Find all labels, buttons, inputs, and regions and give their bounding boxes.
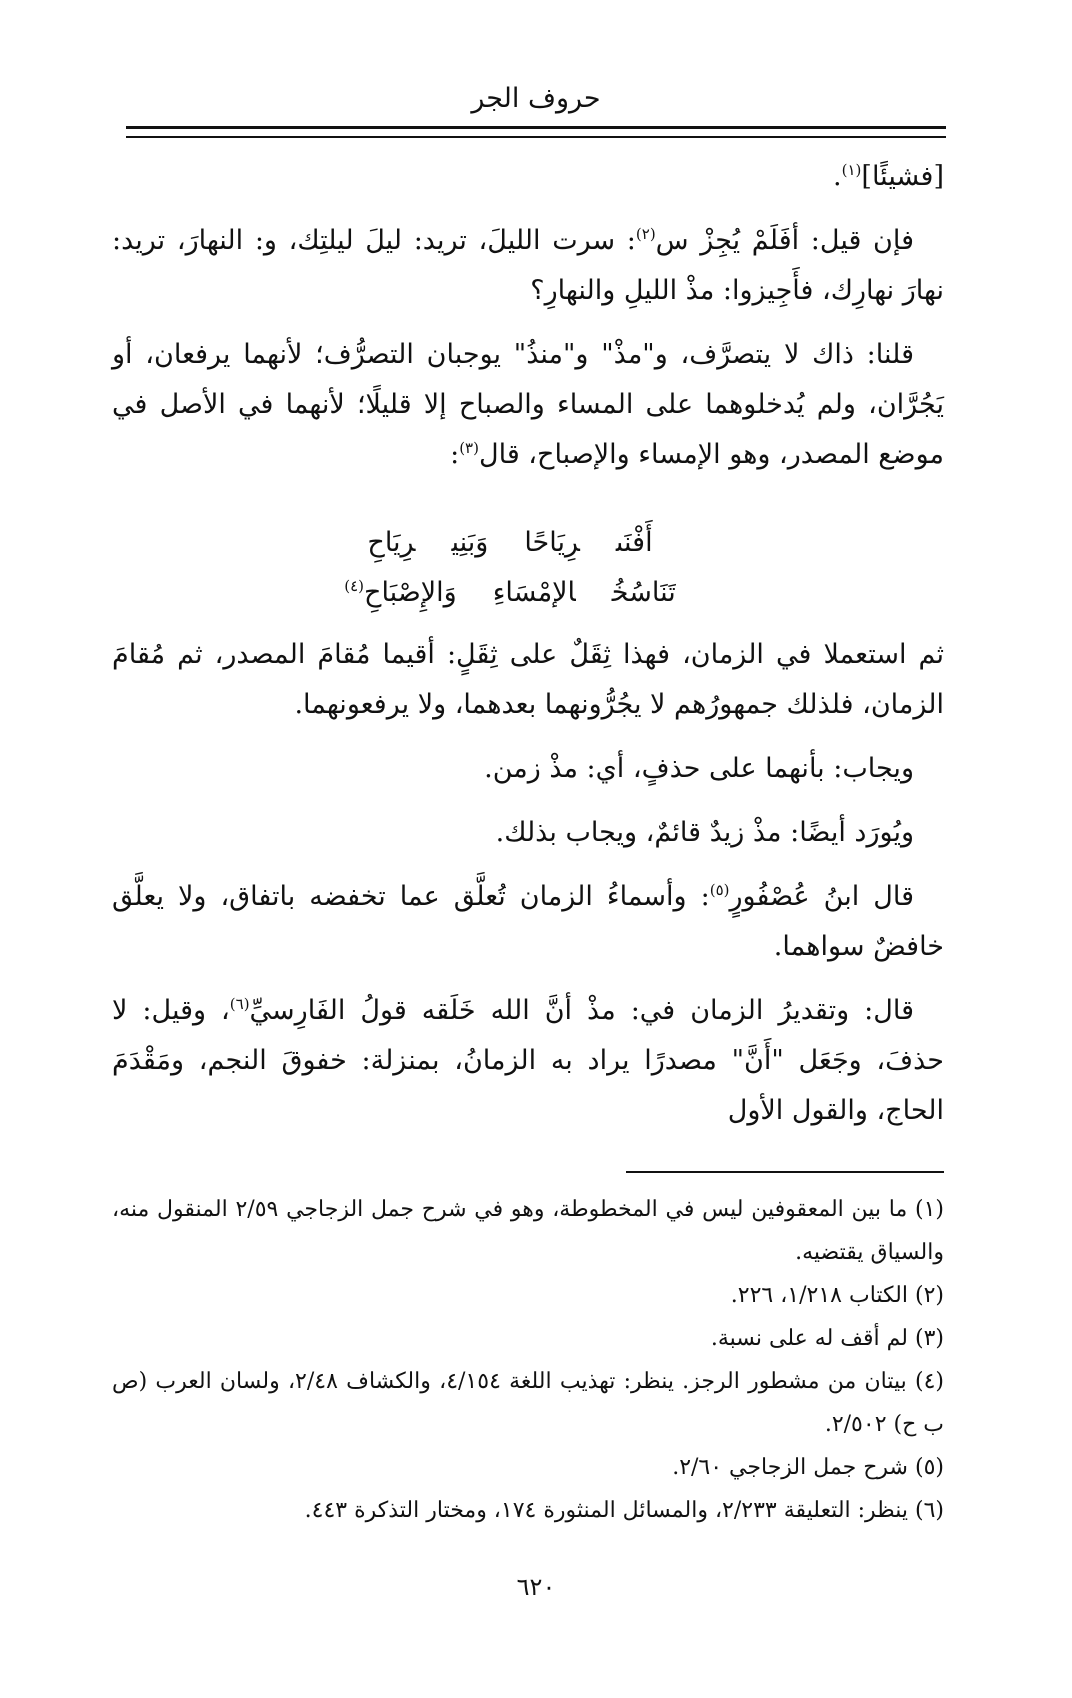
verse-word: رِيَاحِ bbox=[367, 527, 416, 558]
paragraph-5: ويجاب: بأنهما على حذفٍ، أي: مذْ زمن. bbox=[484, 753, 914, 784]
running-header: حروف الجر bbox=[471, 83, 601, 114]
footnote-ref-2: (٢) bbox=[635, 225, 656, 243]
paragraph-4: ثم استعملا في الزمان، فهذا ثِقَلٌ على ثِقَلٍ: أقيما مُقامَ المصدر، ثم مُقامَ الزمان، فلذلك جمهورُهم لا يجُرُّونهما بعدهما، ولا يرفعونهما. bbox=[112, 639, 944, 720]
footnote-6: (٦) ينظر: التعليقة ٢/٢٣٣، والمسائل المنثورة ١٧٤، ومختار التذكرة ٤٤٣. bbox=[304, 1498, 944, 1523]
footnote-1: (١) ما بين المعقوفين ليس في المخطوطة، وهو في شرح جمل الزجاجي ٢/٥٩ المنقول منه، والسياق يقتضيه. bbox=[112, 1197, 944, 1265]
verse-word: رِيَاحًا bbox=[524, 527, 580, 558]
paragraph-3 bbox=[112, 330, 944, 480]
paragraph-1-end: . bbox=[833, 161, 842, 192]
header-rule-thick bbox=[126, 126, 946, 129]
footnote-4: (٤) بيتان من مشطور الرجز. ينظر: تهذيب اللغة ٤/١٥٤، والكشاف ٢/٤٨، ولسان العرب (ص ب ح) ٢/٥٠٢. bbox=[112, 1369, 945, 1437]
verse-line-2 bbox=[300, 568, 720, 618]
paragraph-8-text-b: ، وقيل: لا حذفَ، وجَعَل "أَنَّ" مصدرًا يراد به الزمانُ، بمنزلة: خفوقَ النجم، ومَقْدَمَ الحاج، والقول الأول bbox=[112, 995, 944, 1126]
paragraph-7-text-b: : وأسماءُ الزمان تُعلَّق عما تخفضه باتفاق، ولا يعلَّق خافضٌ سواهما. bbox=[112, 881, 944, 962]
verse-word: وَبَنِي bbox=[451, 527, 489, 558]
paragraph-2-text-a: فإن قيل: أفَلَمْ يُجِزْ س bbox=[655, 225, 914, 256]
verse-block bbox=[300, 518, 720, 618]
footnote-ref-3: (٣) bbox=[459, 439, 479, 457]
footnote-3: (٣) لم أقف له على نسبة. bbox=[710, 1326, 944, 1351]
verse-word: تَنَاسُخُ bbox=[611, 577, 676, 608]
paragraph-2 bbox=[112, 216, 944, 316]
paragraph-3-text-a: قلنا: ذاك لا يتصرَّف، و"مذْ" و"منذُ" يوجبان التصرُّف؛ لأنهما يرفعان، أو يَجُرَّان، ولم يُدخلوهما على المساء والصباح إلا قليلًا؛ لأنهما في الأصل في موضع المصدر، وهو الإمساء والإصباح، قال bbox=[112, 339, 944, 470]
verse-word: وَالإِصْبَاحِ bbox=[364, 577, 457, 608]
paragraph-8-text-a: قال: وتقديرُ الزمان في: مذْ أنَّ الله خَلَقه قولُ الفَارِسيِّ bbox=[249, 995, 914, 1026]
verse-word: الإمْسَاءِ bbox=[492, 577, 576, 608]
verse-word: أَفْنَى bbox=[615, 527, 653, 558]
paragraph-2-text-b: : سرت الليلَ، تريد: ليلَ ليلتِك، و: النهارَ، تريد: نهارَ نهارِك، فأَجِيزوا: مذْ الليلِ والنهارِ؟ bbox=[112, 225, 944, 306]
footnote-ref-1: (١) bbox=[841, 161, 862, 179]
footnote-ref-5: (٥) bbox=[709, 881, 730, 899]
verse-line-1 bbox=[300, 518, 720, 568]
footnotes bbox=[112, 1188, 944, 1532]
paragraph-8 bbox=[112, 986, 944, 1136]
page-number: ٦٢٠ bbox=[516, 1573, 556, 1601]
header-rule-thin bbox=[126, 136, 946, 138]
footnote-2: (٢) الكتاب ١/٢١٨، ٢٢٦. bbox=[730, 1283, 944, 1308]
paragraph-1-text: [فشيئًا] bbox=[861, 161, 944, 192]
footnote-separator bbox=[626, 1171, 944, 1173]
verse-word-last bbox=[344, 577, 456, 608]
footnote-ref-6: (٦) bbox=[229, 995, 250, 1013]
paragraph-1 bbox=[112, 152, 944, 202]
paragraph-6: ويُورَد أيضًا: مذْ زيدٌ قائمٌ، ويجاب بذلك. bbox=[495, 817, 914, 848]
footnote-ref-4: (٤) bbox=[344, 577, 365, 595]
body-block-1 bbox=[112, 152, 944, 480]
body-block-2 bbox=[112, 630, 944, 1136]
paragraph-3-text-b: : bbox=[450, 439, 460, 470]
paragraph-7-text-a: قال ابنُ عُصْفُورٍ bbox=[729, 881, 914, 912]
paragraph-7 bbox=[112, 872, 944, 972]
footnote-5: (٥) شرح جمل الزجاجي ٢/٦٠. bbox=[672, 1455, 944, 1480]
